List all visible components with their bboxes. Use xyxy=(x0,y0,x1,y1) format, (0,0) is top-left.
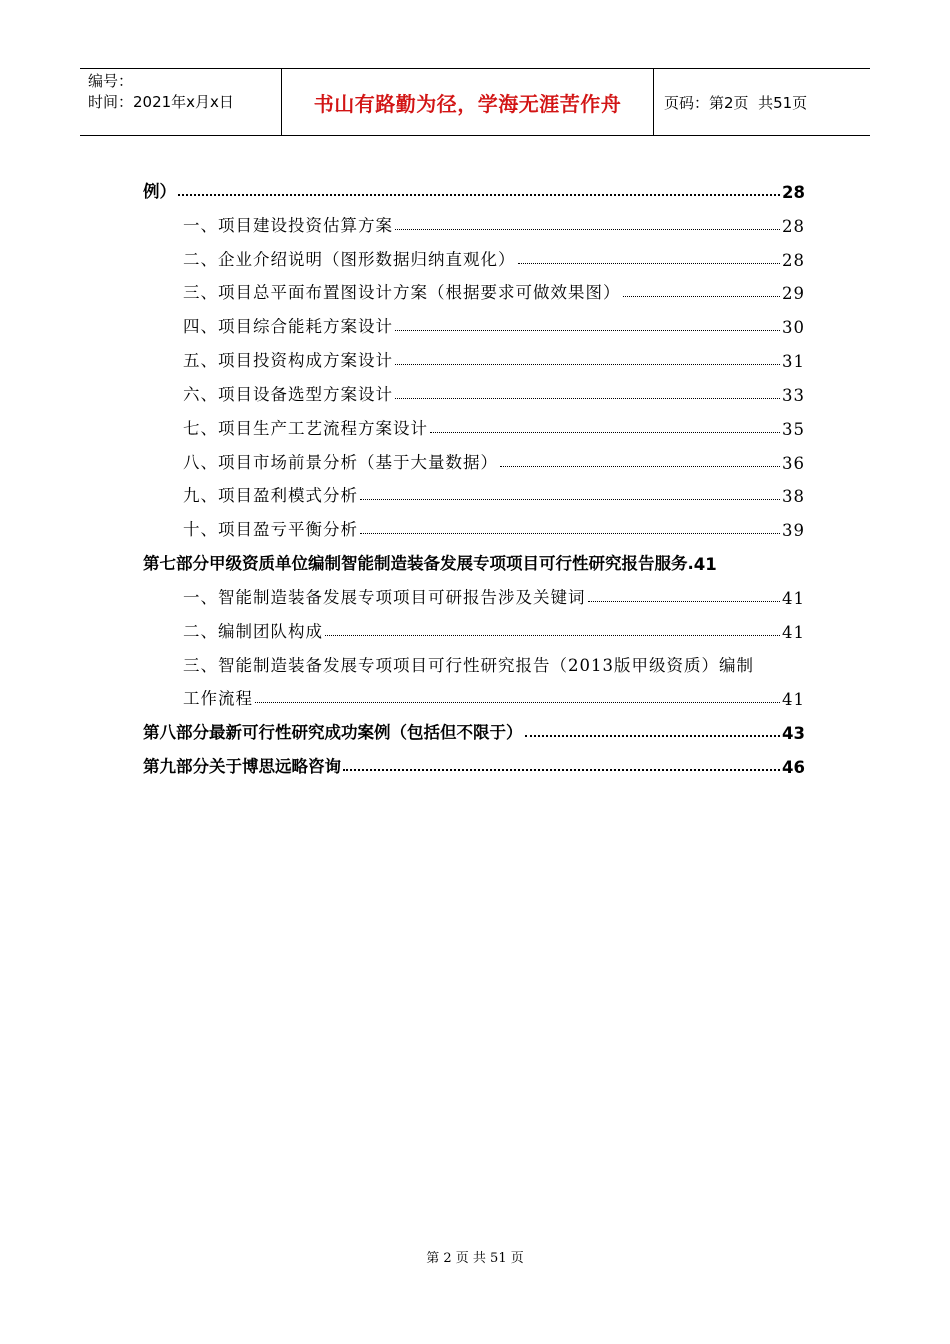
toc-entry-page: 46 xyxy=(782,758,805,777)
toc-leader-dots xyxy=(623,296,781,297)
toc-entry-page: 41 xyxy=(693,555,717,574)
toc-leader-dots xyxy=(525,735,781,737)
toc-entry-label: 二、编制团队构成 xyxy=(183,622,323,641)
toc-entry[interactable] xyxy=(183,679,805,709)
toc-entry-label: 第八部分最新可行性研究成功案例（包括但不限于） xyxy=(143,723,523,742)
toc-leader-dots xyxy=(360,499,780,500)
toc-entry[interactable] xyxy=(143,172,805,202)
toc-entry-page: 41 xyxy=(782,690,805,709)
toc-leader-dots xyxy=(360,533,780,534)
toc-leader-dots xyxy=(395,398,780,399)
page-header xyxy=(80,68,870,136)
toc-entry-label: 八、项目市场前景分析（基于大量数据） xyxy=(183,453,498,472)
toc-entry-label: 四、项目综合能耗方案设计 xyxy=(183,317,393,336)
toc-entry[interactable] xyxy=(183,206,805,236)
header-meta xyxy=(80,69,282,135)
toc-entry-label: 一、项目建设投资估算方案 xyxy=(183,216,393,235)
toc-entry-page: 41 xyxy=(782,589,805,608)
toc-entry-label: 十、项目盈亏平衡分析 xyxy=(183,520,358,539)
toc-entry-page: 28 xyxy=(782,183,805,202)
toc-entry-page: 30 xyxy=(782,318,805,337)
header-page-info: 页码：第2页 共51页 xyxy=(664,93,808,112)
toc-entry-page: 33 xyxy=(782,386,805,405)
toc-entry[interactable] xyxy=(183,612,805,642)
document-date: 时间：2021年x月x日 xyxy=(88,93,234,111)
toc-entry[interactable] xyxy=(143,544,805,574)
toc-entry[interactable] xyxy=(143,747,805,777)
toc-entry-label: 第七部分甲级资质单位编制智能制造装备发展专项项目可行性研究报告服务. xyxy=(143,554,694,573)
toc-leader-dots xyxy=(395,229,780,230)
toc-entry-label: 第九部分关于博思远略咨询 xyxy=(143,757,341,776)
toc-entry[interactable] xyxy=(183,510,805,540)
toc-leader-dots xyxy=(325,635,780,636)
toc-entry[interactable] xyxy=(183,341,805,371)
toc-entry-page: 36 xyxy=(782,454,805,473)
toc-entry-page: 39 xyxy=(782,521,805,540)
toc-leader-dots xyxy=(178,194,780,196)
toc-entry[interactable] xyxy=(183,307,805,337)
toc-leader-dots xyxy=(430,432,780,433)
toc-entry-page: 29 xyxy=(782,284,805,303)
toc-entry[interactable] xyxy=(183,375,805,405)
toc-entry[interactable] xyxy=(183,646,805,676)
toc-entry-label: 六、项目设备选型方案设计 xyxy=(183,385,393,404)
toc-entry[interactable] xyxy=(183,240,805,270)
toc-leader-dots xyxy=(588,601,781,602)
toc-entry-label: 七、项目生产工艺流程方案设计 xyxy=(183,419,428,438)
toc-leader-dots xyxy=(518,263,781,264)
toc-entry[interactable] xyxy=(183,476,805,506)
toc-entry[interactable] xyxy=(183,273,805,303)
toc-leader-dots xyxy=(395,364,780,365)
toc-entry-page: 38 xyxy=(782,487,805,506)
toc-entry-label: 三、智能制造装备发展专项项目可行性研究报告（2013版甲级资质）编制 xyxy=(183,656,754,675)
toc-leader-dots xyxy=(255,702,780,703)
header-motto: 书山有路勤为径，学海无涯苦作舟 xyxy=(282,69,654,135)
toc-entry[interactable] xyxy=(183,578,805,608)
toc-entry-label: 工作流程 xyxy=(183,689,253,708)
toc-entry-page: 31 xyxy=(782,352,805,371)
toc-entry-page: 28 xyxy=(782,251,805,270)
toc-entry-label: 三、项目总平面布置图设计方案（根据要求可做效果图） xyxy=(183,283,621,302)
toc-leader-dots xyxy=(395,330,780,331)
toc-entry-page: 28 xyxy=(782,217,805,236)
toc-entry-label: 九、项目盈利模式分析 xyxy=(183,486,358,505)
toc-entry-page: 41 xyxy=(782,623,805,642)
toc-entry[interactable] xyxy=(143,713,805,743)
document-number-label: 编号： xyxy=(88,72,134,90)
toc-entry-label: 一、智能制造装备发展专项项目可研报告涉及关键词 xyxy=(183,588,586,607)
toc-entry-label: 例） xyxy=(143,182,176,201)
toc-entry-label: 五、项目投资构成方案设计 xyxy=(183,351,393,370)
toc-entry[interactable] xyxy=(183,443,805,473)
toc-entry-label: 二、企业介绍说明（图形数据归纳直观化） xyxy=(183,250,516,269)
toc-entry[interactable] xyxy=(183,409,805,439)
toc-entry-page: 35 xyxy=(782,420,805,439)
toc-leader-dots xyxy=(343,769,780,771)
page-footer: 第 2 页 共 51 页 xyxy=(426,1251,524,1266)
toc-leader-dots xyxy=(500,466,780,467)
toc-entry-page: 43 xyxy=(782,724,805,743)
